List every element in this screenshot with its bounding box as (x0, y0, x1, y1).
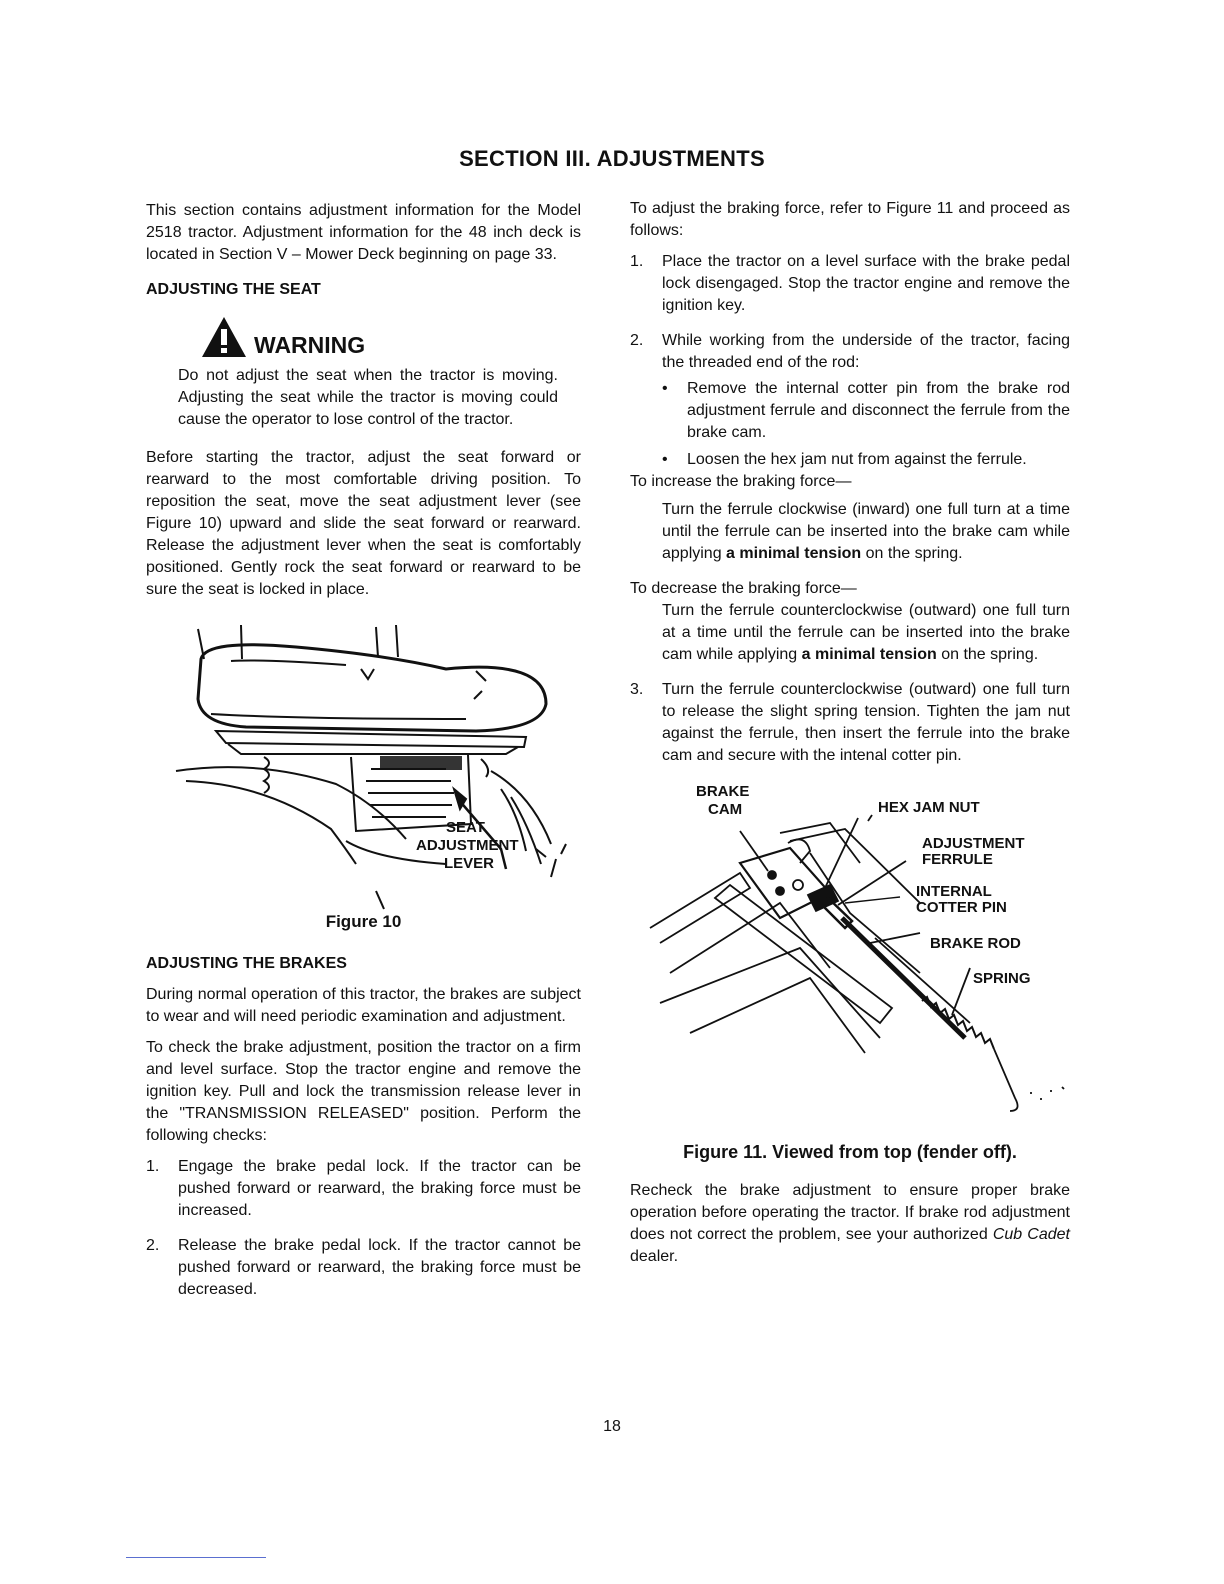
seat-paragraph: Before starting the tractor, adjust the seat forward or rearward to the most comfortable driving position. To reposition the seat, move the seat adjustment lever (see Figure 10) upward and slide the seat forward or rearward. Release the adjustment lever when the seat is comfortably positioned. Gently rock the seat forward or rearward to be sure the seat is locked in place. (146, 449, 581, 598)
step-number: 3. (630, 681, 644, 698)
warning-header (200, 315, 558, 359)
check-number: 1. (146, 1158, 160, 1175)
fig10-lever-label: LEVER (444, 855, 495, 872)
check-text: Engage the brake pedal lock. If the tractor can be pushed forward or rearward, the braking force must be increased. (178, 1158, 581, 1219)
intro-paragraph: This section contains adjustment information for the Model 2518 tractor. Adjustment information for the 48 inch deck is located in Section V – Mower Deck beginning on page 33. (146, 202, 581, 263)
figure-10 (146, 619, 581, 949)
fig11-internal-label: INTERNAL (916, 883, 992, 900)
step-number: 2. (630, 332, 644, 349)
brand-name: Cub Cadet (992, 1226, 1070, 1243)
warning-text: Do not adjust the seat when the tractor is moving. Adjusting the seat while the tractor is moving could cause the operator to lose control of the tractor. (178, 367, 558, 428)
bullet-item: • Remove the internal cotter pin from the brake rod adjustment ferrule and disconnect the ferrule from the brake cam. (662, 380, 1070, 441)
check-text: Release the brake pedal lock. If the tractor cannot be pushed forward or rearward, the braking force must be decreased. (178, 1237, 581, 1298)
right-intro: To adjust the braking force, refer to Figure 11 and proceed as follows: (630, 200, 1070, 239)
right-column (630, 198, 1070, 1268)
checks-list (146, 1156, 581, 1301)
recheck-paragraph: Recheck the brake adjustment to ensure proper brake operation before operating the tractor. If brake rod adjustment does not correct the problem, see your authorized Cub Cadet dealer. (630, 1182, 1070, 1265)
fig10-adjustment-label: ADJUSTMENT (416, 837, 519, 854)
step-text: Turn the ferrule counterclockwise (outward) one full turn to release the slight spring tension. Tighten the jam nut against the ferrule, then insert the ferrule into the brake cam and secure with the intenal cotter pin. (662, 681, 1070, 764)
step-item (630, 251, 1070, 317)
footer-rule (126, 1557, 266, 1558)
check-number: 2. (146, 1237, 160, 1254)
brakes-paragraph-1: During normal operation of this tractor, the brakes are subject to wear and will need periodic examination and adjustment. (146, 986, 581, 1025)
fig11-adjustment-label: ADJUSTMENT (922, 835, 1025, 852)
seat-illustration (146, 619, 581, 919)
increase-text: Turn the ferrule clockwise (inward) one full turn at a time until the ferrule can be inserted into the brake cam while applying a minimal tension on the spring. (662, 501, 1070, 562)
warning-triangle-icon (200, 315, 248, 359)
fig10-seat-label: SEAT (446, 819, 485, 836)
warning-title: WARNING (254, 332, 366, 358)
figure-11-caption: Figure 11. Viewed from top (fender off). (683, 1142, 1017, 1162)
decrease-text: Turn the ferrule counterclockwise (outward) one full turn at a time until the ferrule can be inserted into the brake cam while applying a minimal tension on the spring. (662, 602, 1070, 663)
page-number: 18 (603, 1418, 621, 1435)
brakes-heading: ADJUSTING THE BRAKES (146, 955, 347, 972)
bullet-text: Remove the internal cotter pin from the brake rod adjustment ferrule and disconnect the ferrule from the brake cam. (687, 380, 1070, 441)
step-text: Place the tractor on a level surface with the brake pedal lock disengaged. Stop the tractor engine and remove the ignition key. (662, 253, 1070, 314)
figure-10-caption: Figure 10 (325, 912, 402, 931)
bullet-item: • Loosen the hex jam nut from against the ferrule. (662, 451, 1027, 468)
check-item (146, 1235, 581, 1301)
brakes-paragraph-2: To check the brake adjustment, position the tractor on a firm and level surface. Stop the tractor engine and remove the ignition key. Pull and lock the transmission release lever in the "TRANSMISSION RELEASED" position. Perform the following checks: (146, 1039, 581, 1144)
increase-heading: To increase the braking force— (630, 473, 852, 490)
seat-heading: ADJUSTING THE SEAT (146, 281, 321, 298)
step2-bullets (662, 378, 1070, 471)
warning-box (178, 315, 558, 431)
procedure-list-continued (630, 679, 1070, 767)
fig11-ferrule-label: FERRULE (922, 851, 993, 868)
decrease-heading: To decrease the braking force— (630, 580, 857, 597)
fig11-cotter-pin-label: COTTER PIN (916, 899, 1007, 916)
step-number: 1. (630, 253, 644, 270)
left-column (146, 200, 581, 1301)
step-item (630, 679, 1070, 767)
check-item (146, 1156, 581, 1222)
page-title: SECTION III. ADJUSTMENTS (459, 146, 765, 171)
fig11-cam-label: CAM (708, 801, 743, 818)
bullet-text: Loosen the hex jam nut from against the ferrule. (687, 451, 1027, 468)
fig11-brake-rod-label: BRAKE ROD (930, 935, 1021, 952)
fig11-spring-label: SPRING (973, 970, 1031, 987)
figure-11 (630, 783, 1070, 1168)
fig11-brake-label: BRAKE (696, 783, 750, 800)
fig11-hex-jam-nut-label: HEX JAM NUT (878, 799, 980, 816)
step-item (630, 330, 1070, 471)
procedure-list (630, 251, 1070, 471)
step-text: While working from the underside of the tractor, facing the threaded end of the rod: (662, 332, 1070, 371)
